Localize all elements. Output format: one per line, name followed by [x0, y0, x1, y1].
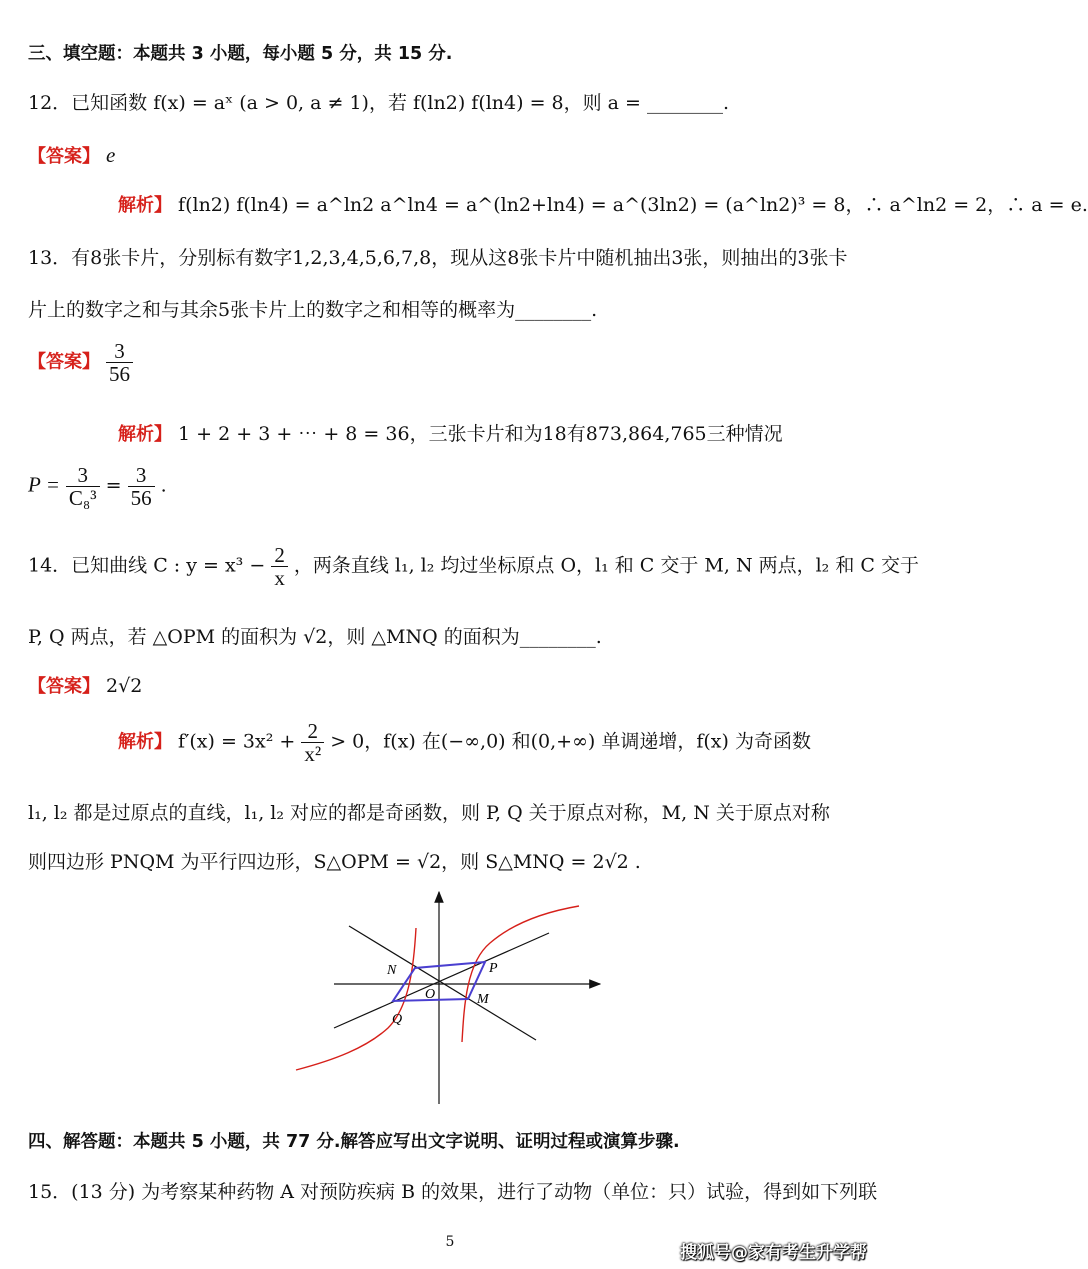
answer-tag: 【答案】 — [28, 676, 100, 697]
section4-title: 四、解答题：本题共 5 小题，共 77 分.解答应写出文字说明、证明过程或演算步骤. — [28, 1132, 680, 1152]
q12-analysis — [118, 190, 1088, 217]
q13-formula — [28, 464, 167, 509]
q14-analysis — [118, 720, 811, 765]
analysis-text: 1 + 2 + 3 + ⋯ + 8 = 36，三张卡片和为18有873,864,765三种情况 — [178, 423, 783, 445]
analysis-part-b: > 0，f(x) 在(−∞,0) 和(0,+∞) 单调递增，f(x) 为奇函数 — [330, 730, 811, 753]
label-N: N — [387, 963, 397, 978]
q12-text: 12．已知函数 f(x) = aˣ (a > 0, a ≠ 1)，若 f(ln2) f(ln4) = 8，则 a = ________. — [28, 92, 730, 114]
q13-text-line1: 13．有8张卡片，分别标有数字1,2,3,4,5,6,7,8，现从这8张卡片中随机抽出3张，则抽出的3张卡 — [28, 247, 848, 269]
label-Q: Q — [392, 1012, 403, 1027]
analysis-tag: 解析】 — [118, 195, 172, 216]
q13-analysis — [118, 419, 783, 446]
answer-value: 2√2 — [106, 675, 143, 697]
q14-analysis-line2: l₁, l₂ 都是过原点的直线，l₁, l₂ 对应的都是奇函数，则 P, Q 关于原点对称，M, N 关于原点对称 — [28, 802, 830, 824]
analysis-part-a: f′(x) = 3x² + — [178, 730, 296, 753]
formula-equals: = — [105, 474, 122, 497]
q14-graph — [294, 888, 614, 1106]
label-O: O — [425, 987, 436, 1002]
fraction-numerator: 3 — [128, 464, 155, 487]
q13-answer — [28, 340, 133, 385]
analysis-text: f(ln2) f(ln4) = a^ln2 a^ln4 = a^(ln2+ln4) = a^(3ln2) = (a^ln2)³ = 8，∴ a^ln2 = 2，∴ a = e. — [178, 194, 1088, 216]
q14-text-line2: P, Q 两点，若 △OPM 的面积为 √2，则 △MNQ 的面积为________. — [28, 626, 602, 648]
curve-left-branch — [296, 928, 416, 1070]
line-l1 — [349, 926, 536, 1040]
answer-fraction — [106, 340, 133, 385]
fraction-denominator: x — [274, 566, 285, 591]
q14-fraction — [271, 544, 288, 589]
q14-text-part-b: ，两条直线 l₁, l₂ 均过坐标原点 O，l₁ 和 C 交于 M, N 两点，l₂ 和 C 交于 — [293, 554, 919, 577]
fraction-denominator: 56 — [109, 362, 131, 387]
watermark: 搜狐号@家有考生升学帮 — [680, 1243, 867, 1263]
analysis-tag: 解析】 — [118, 731, 172, 753]
analysis-fraction — [301, 720, 324, 765]
label-P: P — [489, 961, 498, 976]
fraction-numerator: 3 — [66, 464, 100, 487]
fraction-numerator: 2 — [301, 720, 324, 743]
q13-text-line2: 片上的数字之和与其余5张卡片上的数字之和相等的概率为________. — [28, 299, 598, 321]
q12-answer — [28, 142, 115, 168]
formula-fraction-1 — [66, 464, 100, 509]
label-M: M — [477, 992, 489, 1007]
answer-value: e — [106, 143, 116, 167]
fraction-numerator: 3 — [106, 340, 133, 363]
fraction-denominator: 56 — [130, 486, 152, 511]
answer-tag: 【答案】 — [28, 146, 100, 167]
section3-title: 三、填空题：本题共 3 小题，每小题 5 分，共 15 分. — [28, 44, 453, 64]
formula-fraction-2 — [128, 464, 155, 509]
answer-tag: 【答案】 — [28, 351, 100, 373]
q14-answer — [28, 672, 142, 698]
fraction-denominator: C₈³ — [68, 486, 97, 511]
formula-lhs: P = — [28, 472, 60, 497]
q14-text-line1 — [28, 544, 919, 589]
fraction-denominator: x² — [304, 742, 322, 767]
q15-text: 15．(13 分) 为考察某种药物 A 对预防疾病 B 的效果，进行了动物（单位：只）试验，得到如下列联 — [28, 1181, 878, 1203]
formula-end: . — [160, 474, 167, 497]
fraction-numerator: 2 — [271, 544, 288, 567]
q14-analysis-line3: 则四边形 PNQM 为平行四边形，S△OPM = √2，则 S△MNQ = 2√2 . — [28, 851, 641, 873]
page-number: 5 — [445, 1234, 455, 1250]
line-l2 — [334, 933, 549, 1028]
q14-text-part-a: 14．已知曲线 C : y = x³ − — [28, 554, 266, 577]
analysis-tag: 解析】 — [118, 424, 172, 445]
